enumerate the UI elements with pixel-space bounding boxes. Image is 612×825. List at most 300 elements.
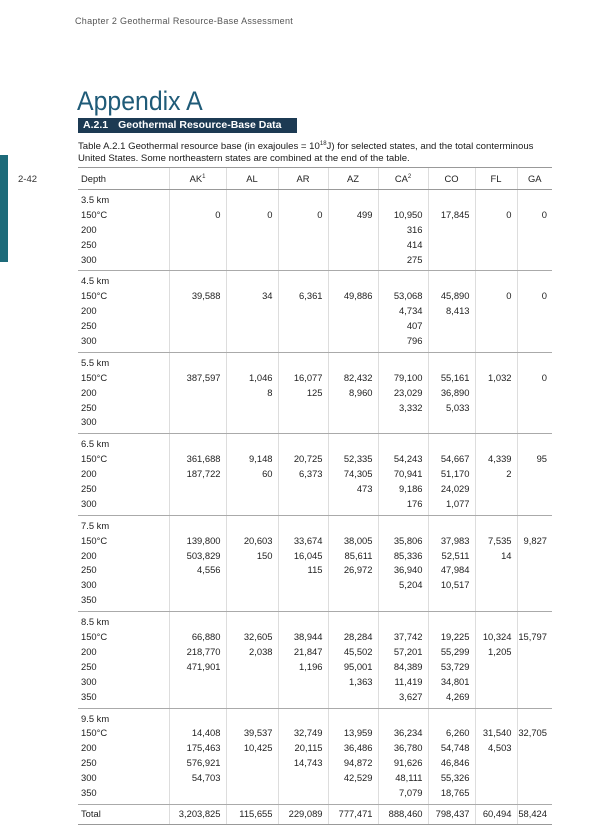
value-cell	[328, 708, 378, 804]
value	[329, 593, 373, 608]
column-header	[378, 168, 428, 190]
value	[227, 223, 273, 238]
value	[476, 563, 512, 578]
value-cell	[328, 352, 378, 433]
total-value: 798,437	[435, 807, 470, 819]
column-label: Depth	[81, 173, 107, 184]
temperature-label: 250	[81, 660, 97, 672]
temperature-label: 300	[81, 497, 97, 509]
value	[429, 223, 470, 238]
value: 499	[356, 208, 373, 220]
value	[227, 482, 273, 497]
value	[518, 578, 548, 593]
spacer	[227, 519, 273, 534]
value: 33,674	[293, 534, 323, 546]
value-cell	[226, 708, 278, 804]
value	[227, 786, 273, 801]
value: 407	[406, 320, 423, 332]
column-header	[78, 168, 169, 190]
value-cell	[378, 434, 428, 515]
spacer	[170, 712, 221, 727]
value	[518, 304, 548, 319]
value	[476, 253, 512, 268]
value	[227, 304, 273, 319]
value	[518, 771, 548, 786]
value	[170, 253, 221, 268]
value: 37,742	[393, 631, 423, 643]
value: 4,556	[197, 564, 221, 576]
column-header	[169, 168, 226, 190]
temperature-label: 300	[81, 253, 97, 265]
value: 39,588	[191, 290, 221, 302]
value-cell	[517, 708, 552, 804]
value-cell	[169, 708, 226, 804]
temperature-label: 200	[81, 468, 97, 480]
value: 7,079	[399, 786, 423, 798]
value: 150	[256, 549, 273, 561]
value	[518, 401, 548, 416]
value: 24,029	[440, 483, 470, 495]
temperature-label: 250	[81, 483, 97, 495]
value: 15,797	[518, 631, 547, 643]
value-cell	[226, 190, 278, 271]
value	[476, 675, 512, 690]
value: 53,729	[440, 660, 470, 672]
column-label: AZ	[347, 173, 359, 184]
spacer	[279, 712, 323, 727]
value	[518, 549, 548, 564]
value-cell	[328, 515, 378, 611]
temperature-label: 150°C	[81, 290, 108, 302]
value: 45,890	[440, 290, 470, 302]
value	[518, 238, 548, 253]
value	[518, 690, 548, 705]
depth-group-row	[78, 190, 552, 271]
spacer	[518, 193, 548, 208]
value-cell	[278, 708, 328, 804]
value: 414	[406, 238, 423, 250]
value: 471,901	[186, 660, 221, 672]
value: 387,597	[186, 371, 221, 383]
value	[329, 253, 373, 268]
value	[429, 593, 470, 608]
total-row	[78, 804, 552, 824]
spacer	[476, 274, 512, 289]
depth-label: 6.5 km	[81, 438, 110, 450]
depth-group-row	[78, 434, 552, 515]
total-value: 58,424	[518, 807, 547, 819]
depth-cell	[78, 434, 169, 515]
value	[518, 675, 548, 690]
spacer	[329, 193, 373, 208]
value: 7,535	[488, 534, 512, 546]
value-cell	[475, 708, 517, 804]
temperature-label: 150°C	[81, 208, 108, 220]
value	[279, 786, 323, 801]
total-value-cell	[428, 804, 475, 824]
temperature-label: 250	[81, 320, 97, 332]
value: 175,463	[186, 742, 221, 754]
temperature-label: 150°C	[81, 534, 108, 546]
column-header	[475, 168, 517, 190]
page-number: 2-42	[18, 174, 38, 185]
spacer	[429, 437, 470, 452]
value: 0	[506, 208, 512, 220]
spacer	[227, 193, 273, 208]
temperature-label: 350	[81, 594, 97, 606]
temperature-label: 300	[81, 675, 97, 687]
value: 0	[506, 290, 512, 302]
value	[379, 415, 423, 430]
spacer	[227, 712, 273, 727]
value	[518, 482, 548, 497]
value	[476, 593, 512, 608]
value-cell	[428, 271, 475, 352]
value: 10,950	[393, 208, 423, 220]
value-cell	[169, 612, 226, 708]
value	[227, 497, 273, 512]
value: 8,960	[349, 386, 373, 398]
value	[170, 223, 221, 238]
table-header-row	[78, 168, 552, 190]
value-cell	[278, 190, 328, 271]
value: 36,940	[393, 564, 423, 576]
value	[279, 319, 323, 334]
value: 8	[267, 386, 273, 398]
value-cell	[428, 708, 475, 804]
value-cell	[226, 515, 278, 611]
value	[518, 319, 548, 334]
value	[518, 741, 548, 756]
value	[279, 238, 323, 253]
value-cell	[328, 612, 378, 708]
value: 42,529	[343, 772, 373, 784]
spacer	[170, 356, 221, 371]
value: 54,243	[393, 453, 423, 465]
value: 139,800	[186, 534, 221, 546]
value	[476, 415, 512, 430]
value	[518, 660, 548, 675]
total-value-cell	[226, 804, 278, 824]
value	[518, 467, 548, 482]
spacer	[329, 274, 373, 289]
value	[329, 415, 373, 430]
caption-exponent: 18	[319, 141, 327, 147]
value	[518, 497, 548, 512]
value-cell	[428, 515, 475, 611]
temperature-label: 150°C	[81, 453, 108, 465]
spacer	[379, 193, 423, 208]
value	[329, 690, 373, 705]
value-cell	[475, 271, 517, 352]
value-cell	[169, 352, 226, 433]
depth-group-row	[78, 515, 552, 611]
value-cell	[278, 352, 328, 433]
value: 503,829	[186, 549, 221, 561]
value: 95	[536, 453, 547, 465]
value-cell	[378, 515, 428, 611]
value: 176	[406, 497, 423, 509]
value	[476, 386, 512, 401]
value	[518, 253, 548, 268]
total-value: 115,655	[239, 807, 273, 819]
value: 54,748	[440, 742, 470, 754]
spacer	[476, 615, 512, 630]
column-header	[278, 168, 328, 190]
value: 1,032	[488, 371, 512, 383]
value: 4,269	[446, 690, 470, 702]
value	[170, 319, 221, 334]
spacer	[518, 356, 548, 371]
spacer	[227, 356, 273, 371]
value: 10,517	[440, 579, 470, 591]
total-value: 777,471	[338, 807, 373, 819]
value-cell	[475, 352, 517, 433]
value: 18,765	[440, 786, 470, 798]
value: 0	[541, 290, 547, 302]
value: 14	[501, 549, 512, 561]
temperature-label: 300	[81, 579, 97, 591]
value: 11,419	[394, 675, 423, 687]
total-value-cell	[475, 804, 517, 824]
column-label: AL	[246, 173, 258, 184]
spacer	[476, 519, 512, 534]
value	[227, 334, 273, 349]
value: 55,326	[440, 772, 470, 784]
value: 6,260	[446, 727, 470, 739]
running-header: Chapter 2 Geothermal Resource-Base Assessment	[75, 16, 294, 26]
value: 0	[215, 208, 221, 220]
value	[279, 482, 323, 497]
value-cell	[517, 190, 552, 271]
value	[476, 334, 512, 349]
chapter-tab-marker	[0, 155, 8, 262]
temperature-label: 250	[81, 238, 97, 250]
value: 9,148	[249, 453, 273, 465]
value: 16,077	[293, 371, 323, 383]
value: 94,872	[343, 757, 373, 769]
value: 9,827	[523, 534, 547, 546]
value: 66,880	[191, 631, 221, 643]
value	[279, 593, 323, 608]
value: 74,305	[343, 468, 373, 480]
value	[329, 334, 373, 349]
value	[170, 401, 221, 416]
value	[518, 563, 548, 578]
value: 53,068	[393, 290, 423, 302]
value: 6,373	[299, 468, 323, 480]
value	[227, 660, 273, 675]
value	[379, 593, 423, 608]
value	[476, 660, 512, 675]
section-title: Geothermal Resource-Base Data	[118, 119, 282, 131]
value: 8,413	[446, 305, 470, 317]
value: 52,511	[441, 549, 470, 561]
depth-cell	[78, 708, 169, 804]
value-cell	[328, 271, 378, 352]
value	[279, 578, 323, 593]
value: 1,363	[349, 675, 373, 687]
value: 34	[262, 290, 273, 302]
value	[329, 401, 373, 416]
value: 21,847	[293, 645, 323, 657]
value: 48,111	[395, 772, 423, 784]
value: 125	[306, 386, 323, 398]
total-value-cell	[378, 804, 428, 824]
value-cell	[278, 434, 328, 515]
column-label: AR	[296, 173, 310, 184]
value: 47,984	[440, 564, 470, 576]
value: 3,332	[399, 401, 423, 413]
value	[476, 304, 512, 319]
value: 576,921	[186, 757, 221, 769]
value	[518, 334, 548, 349]
value-cell	[475, 612, 517, 708]
value: 31,540	[482, 727, 512, 739]
value: 1,046	[249, 371, 273, 383]
spacer	[476, 437, 512, 452]
value-cell	[517, 352, 552, 433]
value: 187,722	[186, 468, 221, 480]
value	[227, 319, 273, 334]
depth-label: 5.5 km	[81, 356, 110, 368]
temperature-label: 150°C	[81, 727, 108, 739]
depth-cell	[78, 352, 169, 433]
temperature-label: 300	[81, 416, 97, 428]
value	[518, 786, 548, 801]
column-label: AK	[189, 173, 203, 184]
value: 1,077	[446, 497, 470, 509]
value	[279, 304, 323, 319]
temperature-label: 350	[81, 690, 97, 702]
spacer	[429, 356, 470, 371]
value: 55,161	[440, 371, 470, 383]
value-cell	[378, 271, 428, 352]
spacer	[329, 519, 373, 534]
depth-cell	[78, 271, 169, 352]
value: 316	[406, 223, 423, 235]
value: 275	[406, 253, 423, 265]
value-cell	[226, 352, 278, 433]
value: 54,667	[440, 453, 470, 465]
spacer	[227, 274, 273, 289]
value-cell	[169, 434, 226, 515]
value: 0	[317, 208, 323, 220]
spacer	[329, 356, 373, 371]
spacer	[518, 615, 548, 630]
value: 115	[307, 564, 323, 576]
depth-group-row	[78, 708, 552, 804]
spacer	[279, 519, 323, 534]
value: 36,780	[393, 742, 423, 754]
spacer	[227, 437, 273, 452]
spacer	[429, 519, 470, 534]
column-label: CO	[444, 173, 459, 184]
value: 13,959	[343, 727, 373, 739]
value	[227, 238, 273, 253]
value: 34,801	[440, 675, 470, 687]
value-cell	[328, 434, 378, 515]
temperature-label: 300	[81, 772, 97, 784]
spacer	[429, 193, 470, 208]
temperature-label: 200	[81, 223, 97, 235]
depth-label: 3.5 km	[81, 194, 110, 205]
total-value: 3,203,825	[178, 807, 221, 819]
value-cell	[378, 352, 428, 433]
value: 218,770	[186, 645, 221, 657]
value: 4,734	[399, 305, 423, 317]
spacer	[279, 193, 323, 208]
spacer	[170, 274, 221, 289]
spacer	[379, 437, 423, 452]
total-value: 60,494	[482, 807, 512, 819]
value-cell	[428, 190, 475, 271]
value	[476, 578, 512, 593]
value	[279, 223, 323, 238]
value: 32,749	[293, 727, 323, 739]
value	[170, 334, 221, 349]
caption-text-rest: J) for selected states, and the total conterminous United States. Some northeastern states are combined at the end of the table.	[78, 141, 534, 165]
value	[227, 415, 273, 430]
value	[227, 756, 273, 771]
value-cell	[226, 434, 278, 515]
spacer	[279, 356, 323, 371]
column-label: CA	[394, 173, 408, 184]
total-value: 888,460	[388, 807, 423, 819]
value	[227, 771, 273, 786]
spacer	[329, 615, 373, 630]
spacer	[279, 615, 323, 630]
value: 4,503	[488, 742, 512, 754]
value	[279, 690, 323, 705]
value-cell	[169, 190, 226, 271]
value	[227, 253, 273, 268]
value: 19,225	[440, 631, 470, 643]
depth-cell	[78, 612, 169, 708]
depth-label: 8.5 km	[81, 616, 110, 628]
value	[170, 415, 221, 430]
value	[476, 401, 512, 416]
temperature-label: 200	[81, 305, 97, 317]
value	[329, 497, 373, 512]
value	[170, 593, 221, 608]
spacer	[170, 615, 221, 630]
value: 85,336	[393, 549, 423, 561]
spacer	[279, 437, 323, 452]
value-cell	[378, 190, 428, 271]
temperature-label: 150°C	[81, 371, 108, 383]
value: 4,339	[488, 453, 512, 465]
spacer	[379, 615, 423, 630]
value-cell	[517, 434, 552, 515]
value: 28,284	[343, 631, 373, 643]
value: 20,115	[294, 742, 323, 754]
value: 0	[267, 208, 273, 220]
temperature-label: 250	[81, 757, 97, 769]
column-header	[226, 168, 278, 190]
value: 23,029	[393, 386, 423, 398]
value: 95,001	[343, 660, 373, 672]
spacer	[429, 712, 470, 727]
column-label: GA	[527, 173, 542, 184]
value-cell	[378, 708, 428, 804]
value-cell	[328, 190, 378, 271]
spacer	[379, 356, 423, 371]
value: 45,502	[343, 645, 373, 657]
total-value-cell	[517, 804, 552, 824]
total-value-cell	[169, 804, 226, 824]
total-value-cell	[328, 804, 378, 824]
